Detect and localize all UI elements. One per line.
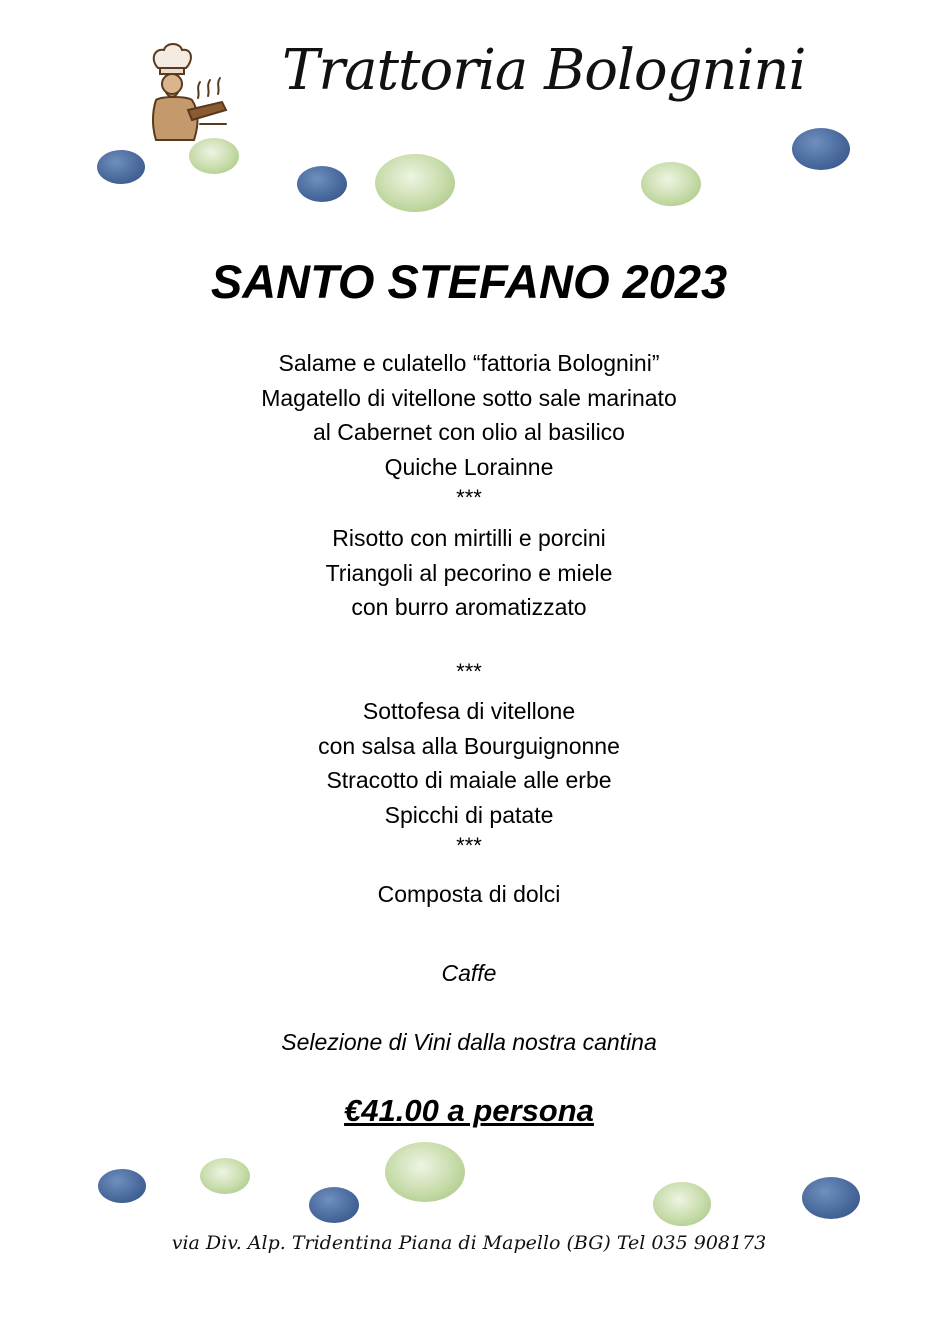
menu-section-dolci [0,877,938,912]
menu-item: Caffe [441,960,497,986]
separator: *** [456,833,482,858]
decor-dot-green [385,1142,465,1202]
price-per-person: €41.00 a persona [344,1093,594,1128]
decor-dot-blue [97,150,145,184]
menu-coffee [0,956,938,991]
decor-dot-blue [297,166,347,202]
restaurant-name: Trattoria Bolognini [282,38,806,103]
decor-dot-green [641,162,701,206]
menu-item: Magatello di vitellone sotto sale marinato [261,384,677,411]
chef-icon [138,40,230,144]
decor-dot-green [200,1158,250,1194]
menu-wine [0,1025,938,1060]
menu-item: con salsa alla Bourguignonne [318,732,620,759]
menu-section-secondi [0,694,938,860]
separator: *** [456,485,482,510]
decor-dot-green [375,154,455,212]
event-title: SANTO STEFANO 2023 [210,255,728,308]
menu-item: Stracotto di maiale alle erbe [326,767,612,793]
separator: *** [456,659,482,684]
menu-item: Salame e culatello “fattoria Bolognini” [278,350,660,376]
menu-item: Composta di dolci [377,881,561,907]
decor-dot-green [653,1182,711,1226]
menu-item: Selezione di Vini dalla nostra cantina [281,1029,657,1055]
separator-row [0,658,938,686]
decor-dot-blue [802,1177,860,1219]
menu-item: Triangoli al pecorino e miele [325,559,613,586]
menu-section-antipasti [0,346,938,512]
menu-section-primi [0,521,938,625]
menu-item: Quiche Lorainne [384,453,554,480]
menu-item: Risotto con mirtilli e porcini [332,525,606,551]
decor-dot-blue [309,1187,359,1223]
decor-dot-blue [792,128,850,170]
menu-item: Spicchi di patate [384,801,554,828]
menu-item: al Cabernet con olio al basilico [313,419,625,445]
footer-address: via Div. Alp. Tridentina Piana di Mapello (BG) Tel 035 908173 [171,1232,767,1254]
menu-item: con burro aromatizzato [351,594,587,620]
menu-item: Sottofesa di vitellone [362,698,576,724]
decor-dot-blue [98,1169,146,1203]
